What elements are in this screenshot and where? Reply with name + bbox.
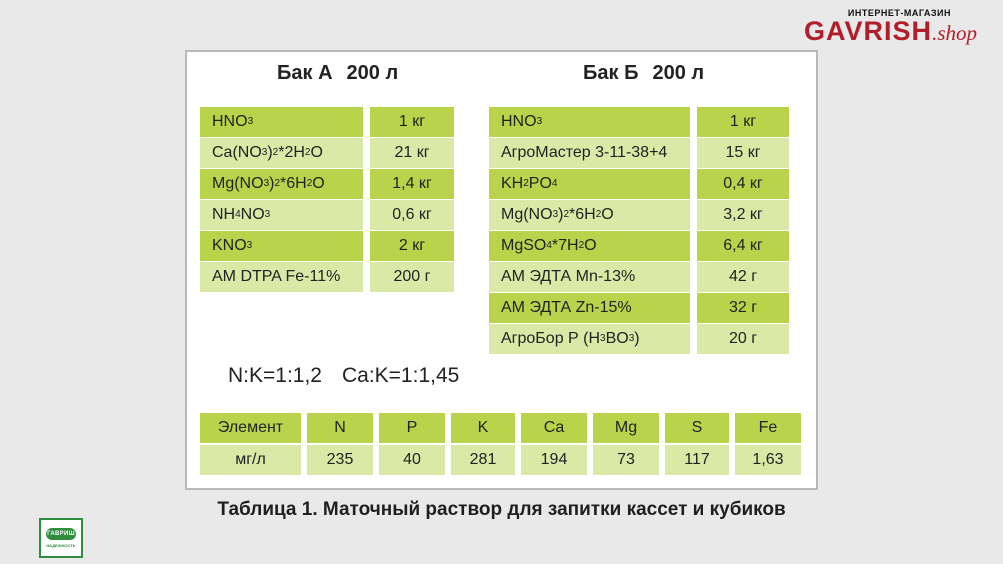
tank-b-component: KH 2 PO 4 bbox=[489, 169, 690, 199]
tank-b-amount: 42 г bbox=[697, 262, 789, 292]
table-caption: Таблица 1. Маточный раствор для запитки кассет и кубиков bbox=[217, 499, 786, 520]
tank-a-amount: 1 кг bbox=[370, 107, 454, 137]
element-header-row bbox=[200, 413, 807, 445]
tank-a-row bbox=[200, 200, 454, 231]
tank-a-row bbox=[200, 169, 454, 200]
tank-b-component: АгроБор Р (H 3 BO 3 ) bbox=[489, 324, 690, 354]
element-table bbox=[200, 413, 807, 477]
tank-b-amount: 20 г bbox=[697, 324, 789, 354]
element-unit-label: мг/л bbox=[200, 445, 301, 475]
tank-b-row bbox=[489, 138, 789, 169]
tank-a-table bbox=[200, 107, 454, 293]
tank-b-amount: 6,4 кг bbox=[697, 231, 789, 261]
tank-a-component: NH 4 NO 3 bbox=[200, 200, 363, 230]
tank-b-component: АМ ЭДТА Mn-13% bbox=[489, 262, 690, 292]
element-value: 235 bbox=[307, 445, 373, 475]
brand-logo[interactable] bbox=[804, 8, 977, 46]
element-name: P bbox=[379, 413, 445, 443]
tank-b-row bbox=[489, 293, 789, 324]
tank-a-component: AM DTPA Fe-11% bbox=[200, 262, 363, 292]
tank-b-row bbox=[489, 169, 789, 200]
cak-ratio: Ca:K=1:1,45 bbox=[341, 364, 460, 387]
element-value: 117 bbox=[665, 445, 729, 475]
tank-a-component: KNO 3 bbox=[200, 231, 363, 261]
tank-a-component: HNO 3 bbox=[200, 107, 363, 137]
element-header-label: Элемент bbox=[200, 413, 301, 443]
tank-b-component: Mg(NO 3 ) 2 *6H 2 O bbox=[489, 200, 690, 230]
element-name: Fe bbox=[735, 413, 801, 443]
tank-b-table bbox=[489, 107, 789, 355]
tank-b-component: АМ ЭДТА Zn-15% bbox=[489, 293, 690, 323]
element-name: Ca bbox=[521, 413, 587, 443]
tank-a-amount: 200 г bbox=[370, 262, 454, 292]
tank-a-row bbox=[200, 138, 454, 169]
tank-a-amount: 2 кг bbox=[370, 231, 454, 261]
tank-a-row bbox=[200, 231, 454, 262]
element-name: S bbox=[665, 413, 729, 443]
tank-b-component: MgSO 4 *7H 2 O bbox=[489, 231, 690, 261]
gavrish-logo bbox=[39, 518, 83, 558]
tank-b-row bbox=[489, 262, 789, 293]
element-value: 40 bbox=[379, 445, 445, 475]
tank-b-component: АгроМастер 3-11-38+4 bbox=[489, 138, 690, 168]
element-value: 73 bbox=[593, 445, 659, 475]
brand-tagline: ИНТЕРНЕТ-МАГАЗИН bbox=[847, 8, 951, 18]
tank-b-amount: 1 кг bbox=[697, 107, 789, 137]
tank-b-row bbox=[489, 200, 789, 231]
tank-b-row bbox=[489, 324, 789, 355]
element-value: 1,63 bbox=[735, 445, 801, 475]
tank-b-row bbox=[489, 231, 789, 262]
tank-a-row bbox=[200, 107, 454, 138]
tank-a-title: Бак А 200 л bbox=[277, 62, 399, 84]
element-value: 194 bbox=[521, 445, 587, 475]
brand-suffix: .shop bbox=[932, 21, 977, 45]
element-value-row bbox=[200, 445, 807, 477]
tank-b-component: HNO 3 bbox=[489, 107, 690, 137]
logo-subtext: НАДЕЖНОСТЬ bbox=[46, 543, 76, 548]
tank-a-component: Ca(NO 3 ) 2 *2H 2 O bbox=[200, 138, 363, 168]
element-value: 281 bbox=[451, 445, 515, 475]
tank-b-amount: 15 кг bbox=[697, 138, 789, 168]
tank-a-amount: 0,6 кг bbox=[370, 200, 454, 230]
tank-a-row bbox=[200, 262, 454, 293]
element-name: K bbox=[451, 413, 515, 443]
tank-b-amount: 3,2 кг bbox=[697, 200, 789, 230]
nk-ratio: N:K=1:1,2 bbox=[228, 364, 322, 387]
tank-a-component: Mg(NO 3 ) 2 *6H 2 O bbox=[200, 169, 363, 199]
tank-a-amount: 21 кг bbox=[370, 138, 454, 168]
logo-mark: ГАВРИШ bbox=[46, 528, 76, 540]
tank-b-amount: 32 г bbox=[697, 293, 789, 323]
element-name: Mg bbox=[593, 413, 659, 443]
ratios bbox=[228, 364, 459, 388]
tank-a-amount: 1,4 кг bbox=[370, 169, 454, 199]
brand-name: GAVRISH.shop bbox=[804, 16, 977, 46]
element-name: N bbox=[307, 413, 373, 443]
tank-b-amount: 0,4 кг bbox=[697, 169, 789, 199]
tank-b-title: Бак Б 200 л bbox=[583, 62, 705, 84]
tank-b-row bbox=[489, 107, 789, 138]
